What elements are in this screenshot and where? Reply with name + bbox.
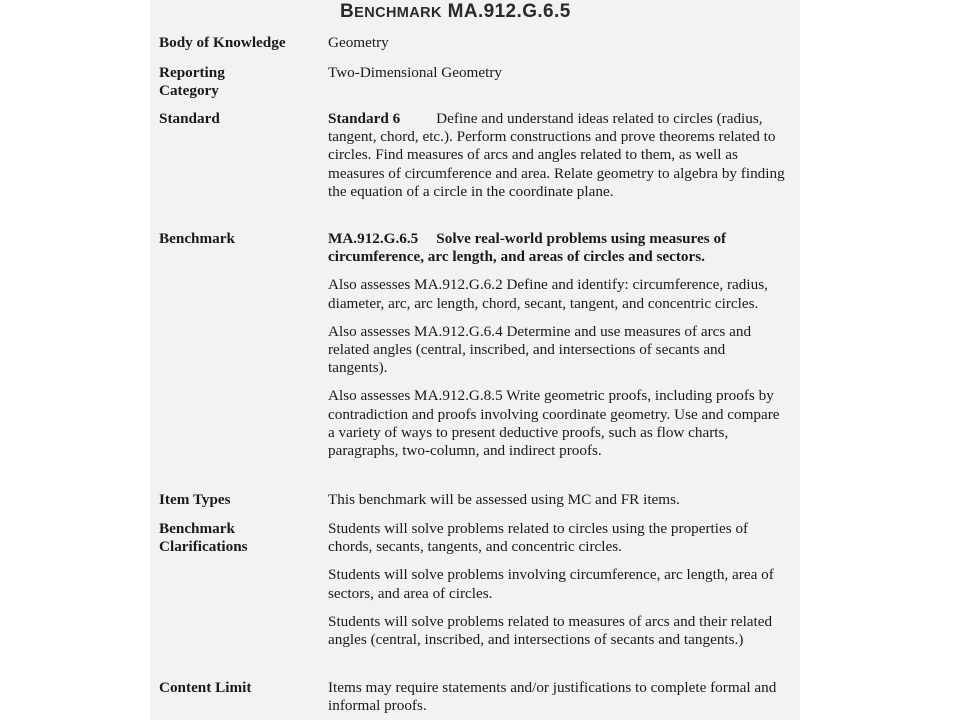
benchmark-main [328, 230, 788, 266]
clarification-3: Students will solve problems related to measures of arcs and their related angles (central, inscribed, and intersections of secants and tangents.) [328, 612, 773, 649]
value-body-of-knowledge: Geometry [328, 34, 389, 51]
label-content-limit: Content Limit [159, 679, 252, 696]
page-title: BENCHMARK MA.912.G.6.5 [340, 1, 571, 22]
label-benchmark: Benchmark [159, 230, 235, 247]
label-body-of-knowledge: Body of Knowledge [159, 34, 286, 51]
label-reporting-category: Reporting Category [159, 64, 225, 100]
value-benchmark-clarifications [328, 520, 788, 649]
label-standard: Standard [159, 110, 220, 127]
clarification-2: Students will solve problems involving circumference, arc length, area of sectors, and area of circles. [328, 566, 774, 602]
standard-text: Define and understand ideas related to circles (radius, tangent, chord, etc.). Perform constructions and prove theorems related to circles. Find measures of arcs and angles related to them, as well as measures of circumference and area. Relate geometry to algebra by finding the equation of a circle in the coordinate plane. [328, 110, 785, 200]
benchmark-also-2: Also assesses MA.912.G.6.4 Determine and use measures of arcs and related angles (central, inscribed, and intersections of secants and tangents). [328, 322, 752, 377]
value-standard [328, 110, 788, 201]
benchmark-text: Solve real-world problems using measures of circumference, arc length, and areas of circles and sectors. [328, 230, 727, 266]
benchmark-code: MA.912.G.6.5 [328, 230, 419, 247]
value-item-types: This benchmark will be assessed using MC and FR items. [328, 491, 680, 508]
value-reporting-category: Two-Dimensional Geometry [328, 64, 502, 81]
label-item-types: Item Types [159, 491, 231, 508]
standard-name: Standard 6 [328, 110, 401, 127]
value-benchmark [328, 230, 788, 460]
clarification-1: Students will solve problems related to circles using the properties of chords, secants, tangents, and concentric circles. [328, 520, 749, 556]
label-benchmark-clarifications: Benchmark Clarifications [159, 520, 248, 556]
benchmark-also-1: Also assesses MA.912.G.6.2 Define and identify: circumference, radius, diameter, arc, arc length, chord, secant, tangent, and concentric circles. [328, 276, 768, 312]
benchmark-also-3: Also assesses MA.912.G.8.5 Write geometric proofs, including proofs by contradiction and proofs involving coordinate geometry. Use and compare a variety of ways to present deductive proofs, such as flow charts, paragraphs, two-column, and indirect proofs. [328, 387, 780, 460]
value-content-limit: Items may require statements and/or justifications to complete formal and informal proofs. [328, 679, 777, 715]
